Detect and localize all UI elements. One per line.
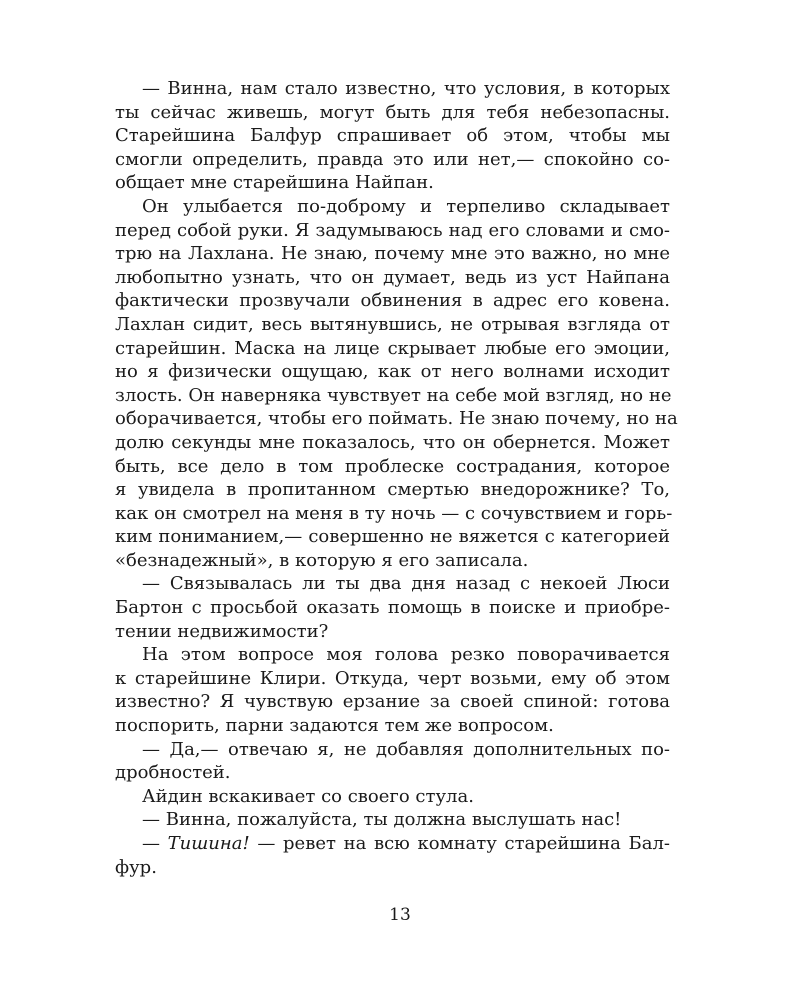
page-body — [115, 77, 678, 879]
text-line: как он смотрел на меня в ту ночь — с сочувствием и горь- — [115, 502, 673, 524]
text-line: старейшин. Маска на лице скрывает любые его эмоции, — [115, 337, 670, 359]
text-line — [115, 832, 670, 856]
text-line: но я физически ощущаю, как от него волнами исходит — [115, 361, 670, 383]
text-line: трю на Лахлана. Не знаю, почему мне это важно, но мне — [115, 243, 670, 265]
text-line: тении недвижимости? — [115, 620, 329, 642]
text-line: к старейшине Клири. Откуда, черт возьми, ему об этом — [115, 667, 670, 689]
text-line: быть, все дело в том проблеске сострадания, которое — [115, 455, 670, 477]
dash: — — [142, 833, 168, 854]
text-line: ким пониманием,— совершенно не вяжется с категорией — [115, 526, 670, 548]
text-line: — Винна, пожалуйста, ты должна выслушать нас! — [142, 809, 622, 831]
text-line: фактически прозвучали обвинения в адрес его ковена. — [115, 290, 670, 312]
italic-word: Тишина! — [167, 833, 250, 854]
text-line: — Связывалась ли ты два дня назад с некоей Люси — [142, 573, 670, 595]
text-line: известно? Я чувствую ерзание за своей спиной: готова — [115, 691, 670, 713]
text-line: смогли определить, правда это или нет,— спокойно со- — [115, 148, 670, 170]
text-line: «безнадежный», в которую я его записала. — [115, 549, 529, 571]
text-line: я увидела в пропитанном смертью внедорожнике? То, — [115, 479, 670, 501]
text-line: фур. — [115, 856, 157, 878]
text-line: Бартон с просьбой оказать помощь в поиске и приобре- — [115, 597, 670, 619]
text-line: злость. Он наверняка чувствует на себе мой взгляд, но не — [115, 384, 672, 406]
text-line: перед собой руки. Я задумываюсь над его словами и смо- — [115, 219, 670, 241]
text-line: — Да,— отвечаю я, не добавляя дополнительных по- — [142, 738, 670, 760]
text-line: Он улыбается по-доброму и терпеливо складывает — [142, 195, 670, 217]
text-line: оборачивается, чтобы его поймать. Не знаю почему, но на — [115, 408, 678, 430]
page-number: 13 — [389, 905, 411, 925]
text-line: любопытно узнать, что он думает, ведь из уст Найпана — [115, 266, 670, 288]
text-line: — Винна, нам стало известно, что условия, в которых — [142, 78, 670, 99]
text-line: На этом вопросе моя голова резко поворачивается — [142, 644, 670, 666]
text-line: поспорить, парни задаются тем же вопросом. — [115, 715, 554, 737]
text-line: общает мне старейшина Найпан. — [115, 172, 434, 194]
text-line: долю секунды мне показалось, что он обернется. Может — [115, 431, 670, 453]
text-span: — ревет на всю комнату старейшина Бал- — [249, 833, 671, 854]
text-line: дробностей. — [115, 762, 231, 784]
text-line: Айдин вскакивает со своего стула. — [142, 785, 474, 807]
text-line: Лахлан сидит, весь вытянувшись, не отрывая взгляда от — [115, 313, 670, 335]
text-line: Старейшина Балфур спрашивает об этом, чтобы мы — [115, 125, 670, 147]
text-line: ты сейчас живешь, могут быть для тебя небезопасны. — [115, 101, 670, 123]
